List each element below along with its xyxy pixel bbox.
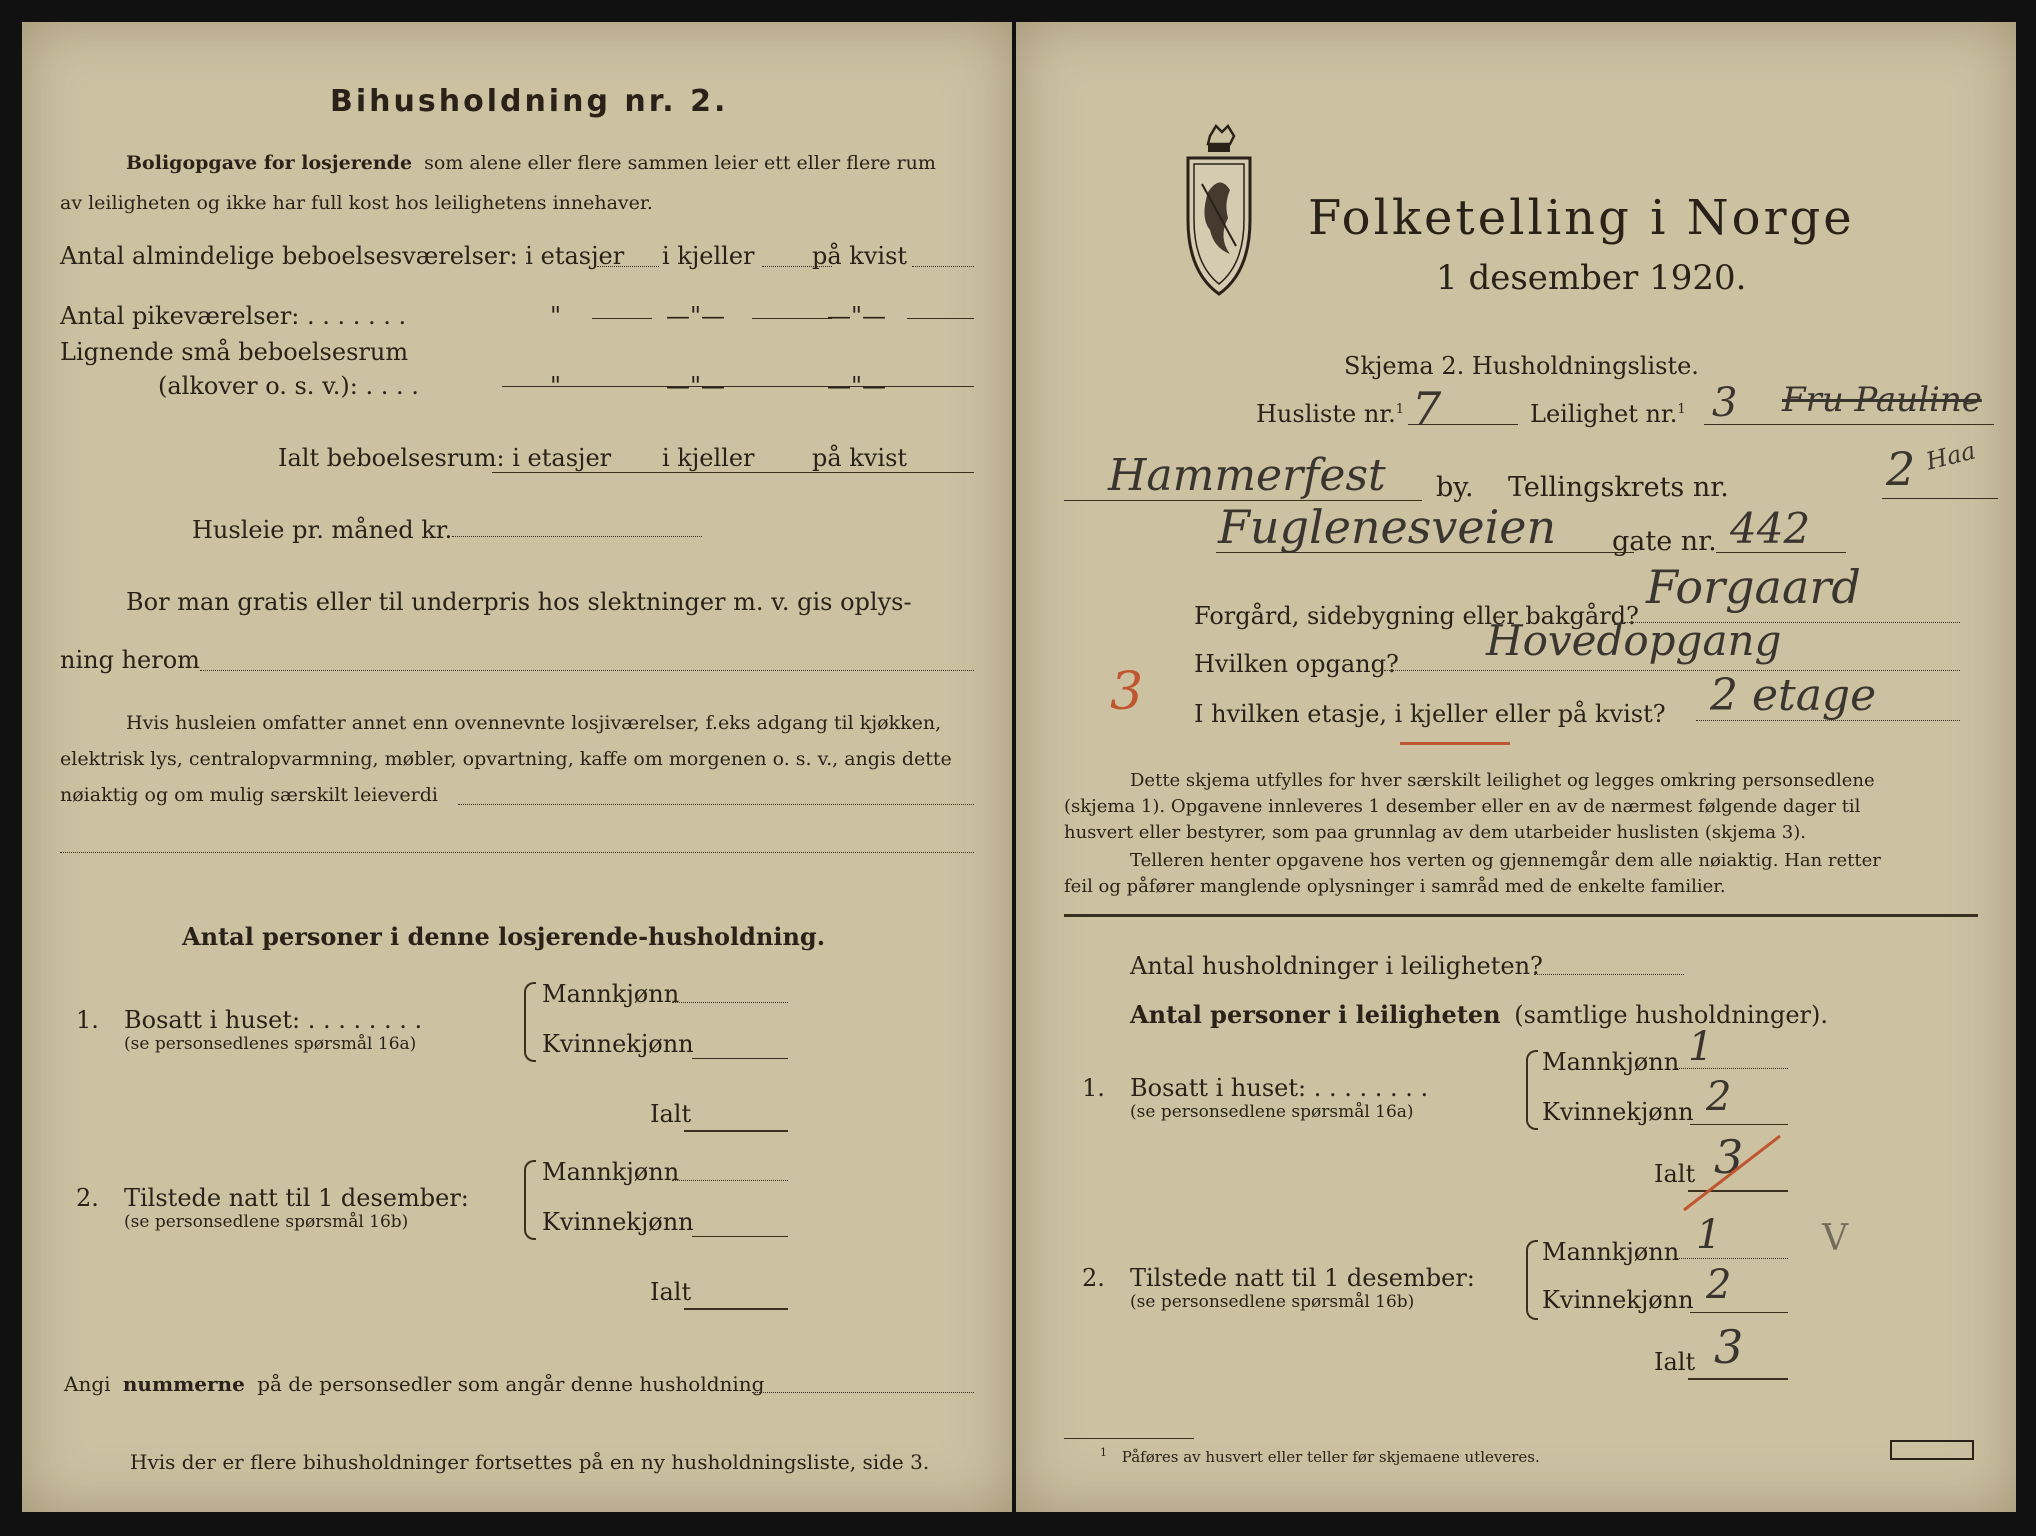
angi-rest: på de personsedler som angår denne husholdning [257, 1372, 765, 1396]
right-q1-sub: (se personsedlene spørsmål 16a) [1130, 1102, 1414, 1122]
left-q2-label: Tilstede natt til 1 desember: [124, 1184, 469, 1212]
pike-field-3 [907, 318, 974, 319]
antal-hus-label: Antal husholdninger i leiligheten? [1130, 952, 1543, 980]
by-label: by. [1436, 472, 1474, 503]
ialt-kjeller-label: i kjeller [662, 444, 755, 472]
right-q2-ialt-label: Ialt [1654, 1348, 1696, 1376]
right-q1-brace [1526, 1050, 1538, 1130]
right-q2-sub: (se personsedlene spørsmål 16b) [1130, 1292, 1415, 1312]
left-q1-mann-field [672, 1002, 788, 1003]
krets-value: 2 [1886, 442, 1916, 496]
left-persons-heading: Antal personer i denne losjerende-husholdning. [182, 922, 826, 951]
left-q2-sub: (se personsedlene spørsmål 16b) [124, 1212, 409, 1232]
forgaard-label: Forgård, sidebygning eller bakgård? [1194, 602, 1639, 630]
husliste-value: 7 [1412, 382, 1442, 436]
pike-ditto-1: " [550, 302, 562, 330]
left-q1-sub: (se personsedlenes spørsmål 16a) [124, 1034, 417, 1054]
right-q1-kvinne-label: Kvinnekjønn [1542, 1098, 1694, 1126]
instr-line-1: Dette skjema utfylles for hver særskilt leilighet og legges omkring personsedlene [1130, 770, 1875, 791]
left-q1-brace [524, 982, 536, 1062]
instr-line-3: husvert eller bestyrer, som paa grunnlag av dem utarbeider huslisten (skjema 3). [1064, 822, 1806, 843]
right-q2-kvinne-label: Kvinnekjønn [1542, 1286, 1694, 1314]
intro-bold: Boligopgave for losjerende [126, 152, 413, 174]
hvis-line-2: elektrisk lys, centralopvarmning, møbler, opvartning, kaffe om morgenen o. s. v., angis dette [60, 748, 952, 770]
left-q1-kvinne-field [692, 1058, 788, 1059]
right-q2-label: Tilstede natt til 1 desember: [1130, 1264, 1475, 1292]
hvis-line-1: Hvis husleien omfatter annet enn ovennevnte losjiværelser, f.eks adgang til kjøkken, [126, 712, 942, 734]
gate-value: Fuglenesveien [1218, 500, 1557, 554]
leilighet-field [1704, 424, 1994, 425]
right-q2-kvinne-field [1690, 1312, 1788, 1313]
leilighet-value: 3 [1712, 380, 1738, 426]
leilighet-note: Fru Pauline [1782, 380, 1982, 420]
left-q2-mann-field [672, 1180, 788, 1181]
left-footer: Hvis der er flere bihusholdninger fortsettes på en ny husholdningsliste, side 3. [130, 1450, 930, 1474]
rooms-kvist-label: på kvist [812, 242, 908, 270]
lignende-label-2: (alkover o. s. v.): . . . . [158, 372, 419, 400]
husliste-text: Husliste nr. [1256, 400, 1396, 428]
pike-field-1 [592, 318, 652, 319]
etasje-value: 2 etage [1710, 670, 1877, 721]
gate-nr-value: 442 [1730, 504, 1811, 553]
right-q1-label: Bosatt i huset: . . . . . . . . [1130, 1074, 1429, 1102]
angi-field [752, 1392, 974, 1393]
krets-label: Tellingskrets nr. [1508, 472, 1729, 503]
left-q2-brace [524, 1160, 536, 1240]
lignende-ditto-2: —"— [666, 372, 726, 400]
intro-line-2: av leiligheten og ikke har full kost hos leilighetens innehaver. [60, 192, 653, 214]
left-q1-label: Bosatt i huset: . . . . . . . . [124, 1006, 423, 1034]
hvis-field-2 [60, 852, 974, 853]
right-q1-kvinne-value: 2 [1706, 1074, 1732, 1120]
husleie-label: Husleie pr. måned kr. [192, 516, 453, 544]
left-q2-num: 2. [76, 1184, 99, 1212]
intro-rest: som alene eller flere sammen leier ett eller flere rum [424, 152, 936, 174]
krets-field [1882, 498, 1998, 499]
left-q2-kvinne-field [692, 1236, 788, 1237]
census-date: 1 desember 1920. [1436, 258, 1747, 298]
red-underline [1400, 742, 1510, 745]
gratis-line-2: ning herom [60, 646, 200, 674]
opgang-label: Hvilken opgang? [1194, 650, 1399, 678]
footnote-text: Påføres av husvert eller teller før skjemaene utleveres. [1121, 1448, 1540, 1466]
instr-line-5: feil og påfører manglende oplysninger i samråd med de enkelte familier. [1064, 876, 1726, 897]
hvis-line-3: nøiaktig og om mulig særskilt leieverdi [60, 784, 438, 806]
footnote-sup: 1 [1100, 1446, 1107, 1459]
lignende-underline [502, 386, 974, 387]
right-q1-num: 1. [1082, 1074, 1105, 1102]
lignende-ditto-1: " [550, 372, 562, 400]
husleie-field [452, 536, 702, 537]
pike-ditto-2: —"— [666, 302, 726, 330]
etasje-label: I hvilken etasje, i kjeller eller på kvist? [1194, 700, 1666, 728]
angi-bold: nummerne [122, 1372, 245, 1396]
check-mark: V [1822, 1218, 1848, 1259]
ialt-kvist-label: på kvist [812, 444, 908, 472]
left-q2-ialt-label: Ialt [650, 1278, 692, 1306]
left-q2-kvinne-label: Kvinnekjønn [542, 1208, 694, 1236]
intro-line-1 [126, 152, 936, 174]
footnote-rule [1064, 1438, 1194, 1439]
left-q1-mann-label: Mannkjønn [542, 980, 680, 1008]
angi-pre: Angi [64, 1372, 111, 1396]
left-q1-ialt-label: Ialt [650, 1100, 692, 1128]
printer-stamp [1890, 1440, 1974, 1460]
right-q1-kvinne-field [1690, 1124, 1788, 1125]
right-page [1016, 22, 2016, 1512]
antal-hus-field [1534, 974, 1684, 975]
right-q2-mann-field [1676, 1258, 1788, 1259]
ialt-rooms-underline [492, 472, 974, 473]
instr-line-4: Telleren henter opgavene hos verten og gjennemgår dem alle nøiaktig. Han retter [1130, 850, 1881, 871]
right-footnote [1100, 1446, 1540, 1466]
pike-ditto-3: —"— [827, 302, 887, 330]
coat-of-arms-icon [1180, 122, 1258, 302]
opgang-value: Hovedopgang [1486, 616, 1782, 665]
gate-label: gate nr. [1612, 526, 1717, 557]
left-q2-mann-label: Mannkjønn [542, 1158, 680, 1186]
rooms-kvist-field [912, 266, 974, 267]
rooms-label: Antal almindelige beboelsesværelser: i etasjer [60, 242, 625, 270]
instr-rule [1064, 914, 1978, 917]
left-q1-kvinne-label: Kvinnekjønn [542, 1030, 694, 1058]
right-persons-rest: (samtlige husholdninger). [1514, 1001, 1829, 1029]
hvis-field [458, 804, 974, 805]
right-q2-mann-value: 1 [1696, 1212, 1722, 1258]
right-q2-ialt-field [1688, 1378, 1788, 1380]
right-q1-ialt-value: 3 [1714, 1130, 1744, 1184]
left-page [22, 22, 1012, 1512]
left-q2-ialt-field [684, 1308, 788, 1310]
pike-label: Antal pikeværelser: . . . . . . . [60, 302, 407, 330]
by-value: Hammerfest [1108, 450, 1386, 501]
left-q1-ialt-field [684, 1130, 788, 1132]
forgaard-value: Forgaard [1646, 560, 1861, 614]
right-q1-ialt-label: Ialt [1654, 1160, 1696, 1188]
leilighet-footnote-mark: 1 [1677, 402, 1686, 417]
ialt-rooms-label: Ialt beboelsesrum: i etasjer [278, 444, 612, 472]
husliste-footnote-mark: 1 [1395, 402, 1405, 417]
right-q2-kvinne-value: 2 [1706, 1262, 1732, 1308]
gratis-line-1: Bor man gratis eller til underpris hos slektninger m. v. gis oplys- [126, 588, 912, 616]
angi-line [64, 1372, 764, 1396]
right-q1-mann-label: Mannkjønn [1542, 1048, 1680, 1076]
right-persons-bold: Antal personer i leiligheten [1130, 1000, 1501, 1029]
instr-line-2: (skjema 1). Opgavene innleveres 1 desember eller en av de nærmest følgende dager til [1064, 796, 1861, 817]
right-title: Folketelling i Norge [1308, 190, 1855, 246]
left-q1-num: 1. [76, 1006, 99, 1034]
rooms-etasjer-field [597, 266, 659, 267]
lignende-label-1: Lignende små beboelsesrum [60, 338, 409, 366]
krets-note: Haa [1923, 436, 1979, 476]
schema-label: Skjema 2. Husholdningsliste. [1344, 352, 1699, 380]
right-q1-mann-value: 1 [1688, 1024, 1714, 1070]
rooms-kjeller-label: i kjeller [662, 242, 755, 270]
gratis-field [200, 670, 974, 671]
red-pencil-mark: 3 [1110, 662, 1144, 722]
lignende-ditto-3: —"— [827, 372, 887, 400]
right-q2-ialt-value: 3 [1714, 1320, 1744, 1374]
red-strike-mark [1680, 1130, 1790, 1214]
right-persons-line [1130, 1000, 1828, 1029]
husliste-label [1256, 400, 1404, 428]
left-title: Bihusholdning nr. 2. [330, 84, 729, 119]
pike-field-2 [752, 318, 832, 319]
right-q2-num: 2. [1082, 1264, 1105, 1292]
right-q2-mann-label: Mannkjønn [1542, 1238, 1680, 1266]
leilighet-label [1530, 400, 1686, 428]
leilighet-text: Leilighet nr. [1530, 400, 1678, 428]
right-q2-brace [1526, 1240, 1538, 1320]
